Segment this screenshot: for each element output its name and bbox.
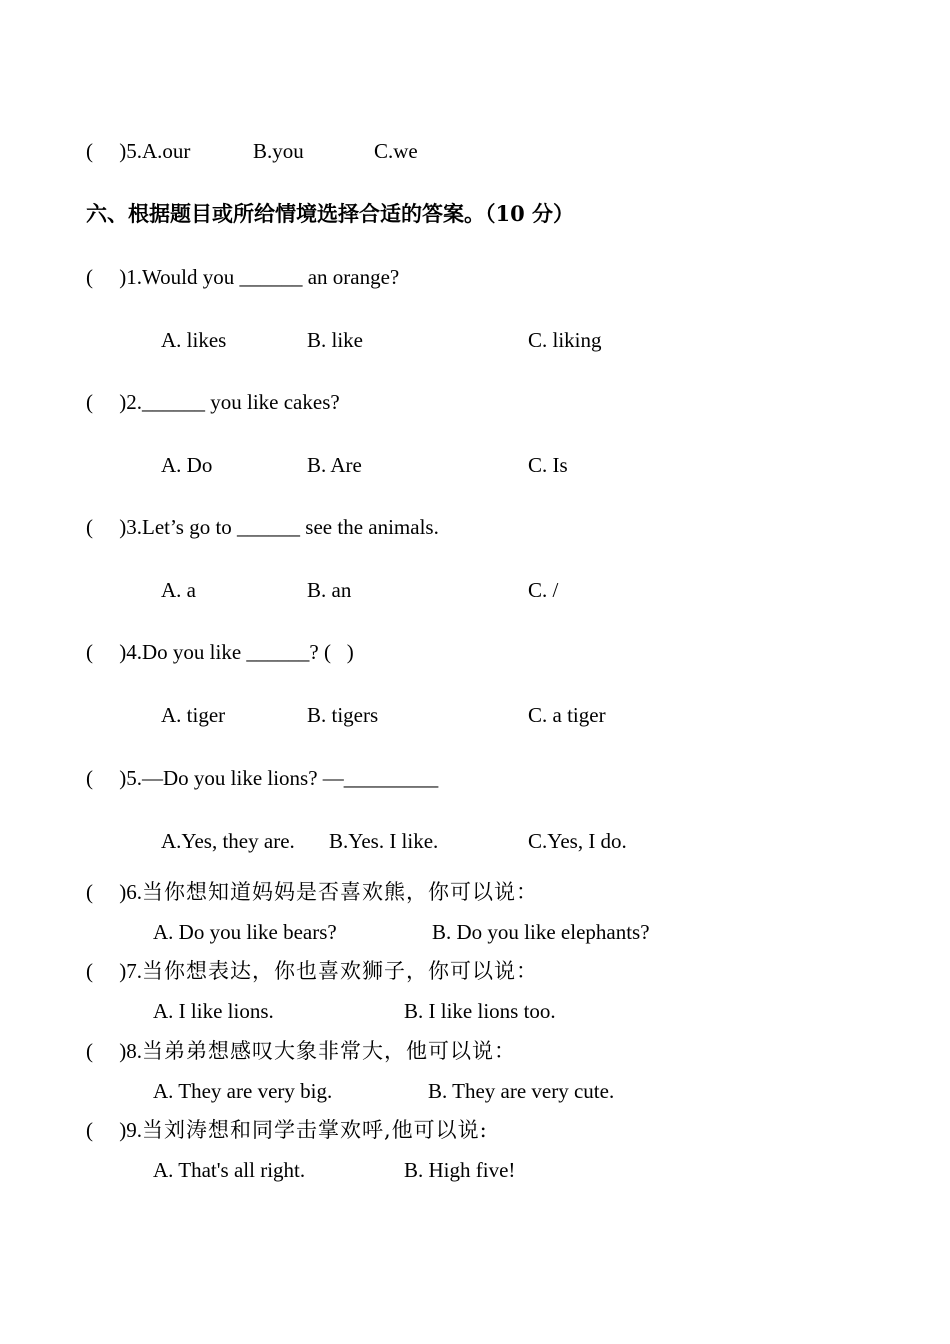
question-1-stem: ( )1.Would you ______ an orange? (86, 265, 400, 289)
question-7-number: ( )7. (86, 959, 142, 983)
question-8-situation: 当弟弟想感叹大象非常大，他可以说： (142, 1039, 516, 1063)
question-3-stem: ( )3.Let’s go to ______ see the animals. (86, 515, 439, 539)
question-2-stem: ( )2.______ you like cakes? (86, 390, 340, 414)
question-9-situation: 当刘涛想和同学击掌欢呼,他可以说: (142, 1118, 488, 1142)
question-9-option-b: B. High five! (404, 1158, 516, 1182)
prev-question-5-stem: ( )5.A.our (86, 139, 191, 163)
question-7-situation: 当你想表达，你也喜欢狮子，你可以说： (142, 959, 538, 983)
question-9-stem (86, 1118, 488, 1142)
question-7-stem (86, 959, 538, 983)
question-6-option-a: A. Do you like bears? (153, 920, 337, 944)
question-3-option-a: A. a (161, 578, 196, 602)
question-6-situation: 当你想知道妈妈是否喜欢熊，你可以说： (142, 880, 538, 904)
section-6-heading: 六、根据题目或所给情境选择合适的答案。（10 分） (86, 201, 575, 226)
question-5-option-a: A.Yes, they are. (161, 829, 295, 853)
question-4-option-c: C. a tiger (528, 703, 606, 727)
question-7-option-a: A. I like lions. (153, 999, 274, 1023)
question-2-option-a: A. Do (161, 453, 213, 477)
question-6-number: ( )6. (86, 880, 142, 904)
question-4-stem: ( )4.Do you like ______? ( ) (86, 640, 354, 664)
question-5-option-c: C.Yes, I do. (528, 829, 627, 853)
prev-question-5-option-c: C.we (374, 139, 418, 163)
question-8-number: ( )8. (86, 1039, 142, 1063)
question-1-option-c: C. liking (528, 328, 602, 352)
question-6-option-b: B. Do you like elephants? (432, 920, 650, 944)
question-4-option-b: B. tigers (307, 703, 379, 727)
prev-question-5-option-b: B.you (253, 139, 304, 163)
question-4-option-a: A. tiger (161, 703, 226, 727)
question-6-stem (86, 880, 538, 904)
question-5-stem: ( )5.—Do you like lions? —_________ (86, 766, 439, 790)
question-1-option-a: A. likes (161, 328, 227, 352)
question-7-option-b: B. I like lions too. (404, 999, 556, 1023)
question-8-stem (86, 1039, 516, 1063)
question-2-option-c: C. Is (528, 453, 568, 477)
question-3-option-c: C. / (528, 578, 559, 602)
question-2-option-b: B. Are (307, 453, 362, 477)
question-8-option-a: A. They are very big. (153, 1079, 333, 1103)
question-3-option-b: B. an (307, 578, 352, 602)
question-9-number: ( )9. (86, 1118, 142, 1142)
question-1-option-b: B. like (307, 328, 363, 352)
question-9-option-a: A. That's all right. (153, 1158, 306, 1182)
question-5-option-b: B.Yes. I like. (329, 829, 439, 853)
question-8-option-b: B. They are very cute. (428, 1079, 615, 1103)
